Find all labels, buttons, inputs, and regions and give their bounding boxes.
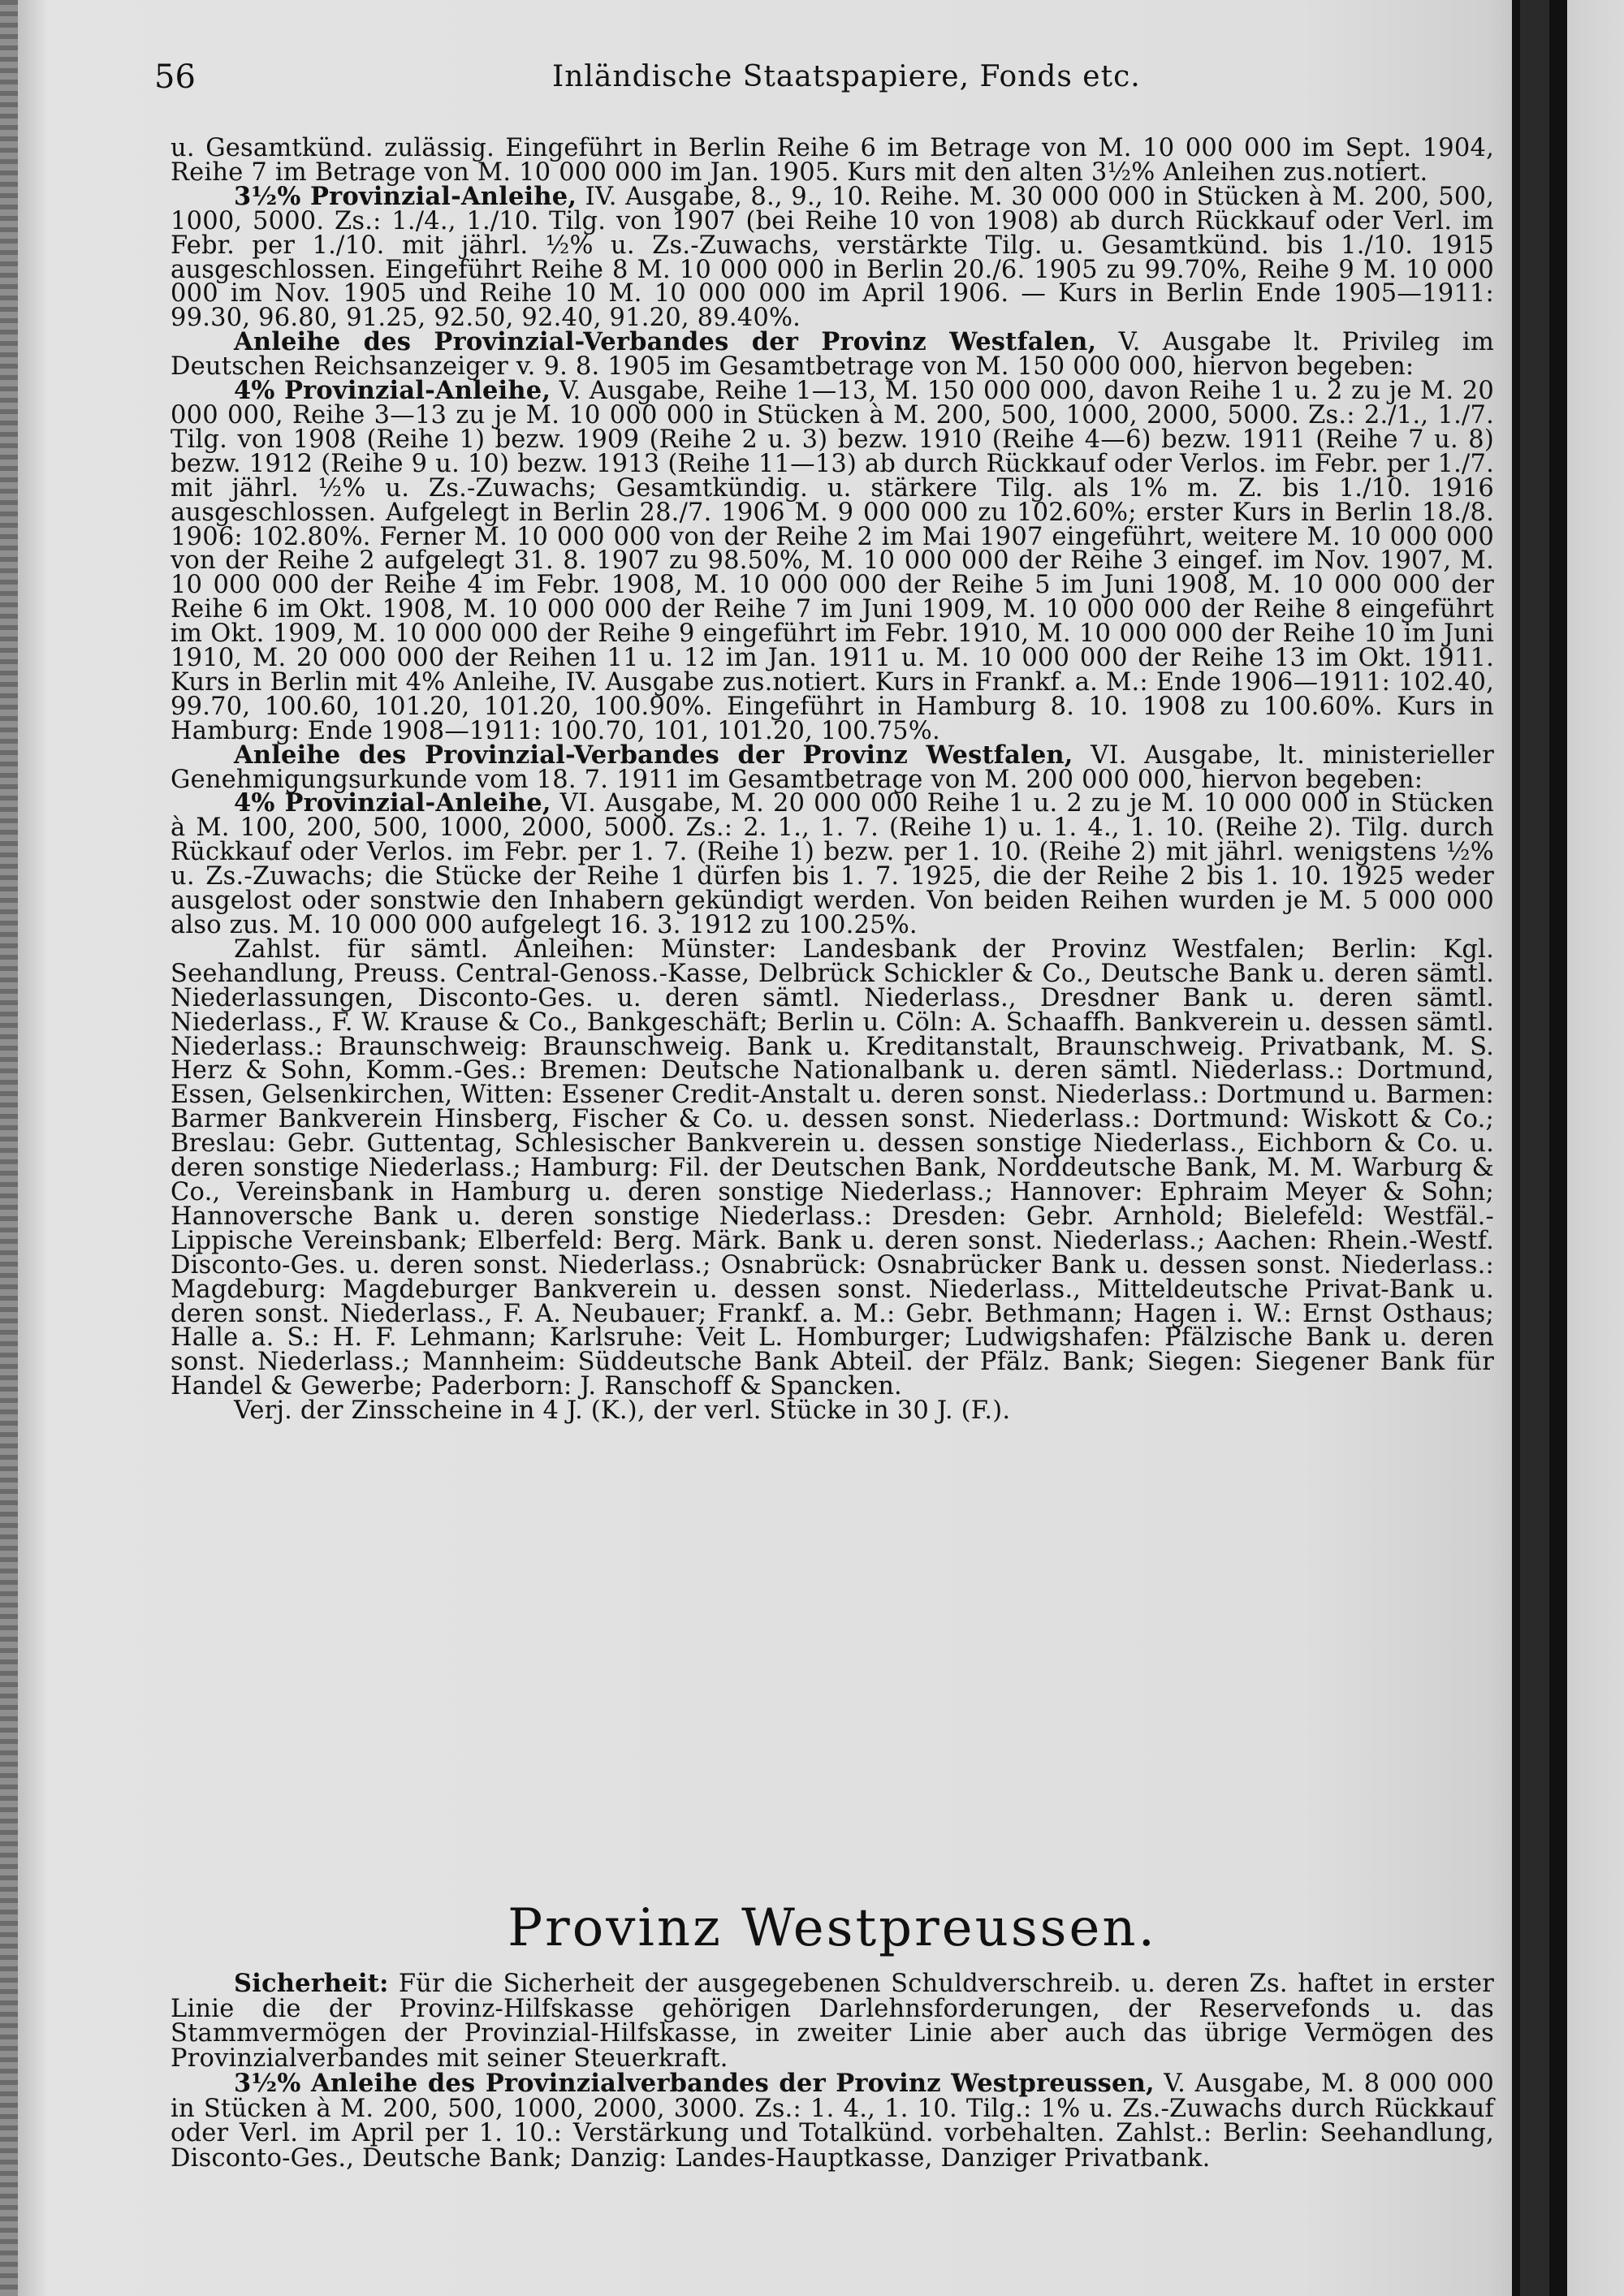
paragraph-text: Für die Sicherheit der ausgegebenen Schuldverschreib. u. deren Zs. haftet in erster Linie die der Provinz-Hilfskasse gehörigen Darlehnsforderungen, der Reservefonds u. das Stammvermögen der Provinzial-Hilfskasse, in zweiter Linie aber auch das übrige Vermögen des Provinzialverbandes mit seiner Steuerkraft. <box>171 1970 1494 2073</box>
paragraph-sicherheit <box>171 1971 1494 2071</box>
paragraph-text: V. Ausgabe, M. 8 000 000 in Stücken à M. 200, 500, 1000, 2000, 3000. Zs.: 1. 4., 1. 10. Tilg.: 1% u. Zs.-Zuwachs durch Rückkauf oder Verl. im April per 1. 10.: Verstärkung und Totalkünd. vorbehalten. Zahlst.: Berlin: Seehandlung, Disconto-Ges., Deutsche Bank; Danzig: Landes-Hauptkasse, Danziger Privatbank. <box>171 2069 1495 2173</box>
page-header <box>154 58 1478 107</box>
paragraph-heading: 3½% Anleihe des Provinzialverbandes der Provinz Westpreussen, <box>234 2069 1155 2098</box>
paragraph-heading: 3½% Provinzial-Anleihe, <box>234 181 577 211</box>
book-spine-edge <box>0 0 18 2296</box>
paragraph-heading: Anleihe des Provinzial-Verbandes der Provinz Westfalen, <box>234 740 1073 770</box>
paragraph-text: V. Ausgabe, Reihe 1—13, M. 150 000 000, davon Reihe 1 u. 2 zu je M. 20 000 000, Reihe 3—13 zu je M. 10 000 000 in Stücken à M. 200, 500, 1000, 2000, 5000. Zs.: 2./1., 1./7. Tilg. von 1908 (Reihe 1) bezw. 1909 (Reihe 2 u. 3) bezw. 1910 (Reihe 4—6) bezw. 1911 (Reihe 7 u. 8) bezw. 1912 (Reihe 9 u. 10) bezw. 1913 (Reihe 11—13) ab durch Rückkauf oder Verlos. im Febr. per 1./7. mit jährl. ½% u. Zs.-Zuwachs; Gesamtkündig. u. stärkere Tilg. als 1% m. Z. bis 1./10. 1916 ausgeschlossen. Aufgelegt in Berlin 28./7. 1906 M. 9 000 000 zu 102.60%; erster Kurs in Berlin 18./8. 1906: 102.80%. Ferner M. 10 000 000 von der Reihe 2 im Mai 1907 eingeführt, weitere M. 10 000 000 von der Reihe 2 aufgelegt 31. 8. 1907 zu 98.50%, M. 10 000 000 der Reihe 3 eingef. im Nov. 1907, M. 10 000 000 der Reihe 4 im Febr. 1908, M. 10 000 000 der Reihe 5 im Juni 1908, M. 10 000 000 der Reihe 6 im Okt. 1908, M. 10 000 000 der Reihe 7 im Juni 1909, M. 10 000 000 der Reihe 8 eingeführt im Okt. 1909, M. 10 000 000 der Reihe 9 eingeführt im Febr. 1910, M. 10 000 000 der Reihe 10 im Juni 1910, M. 20 000 000 der Reihen 11 u. 12 im Jan. 1911 u. M. 10 000 000 der Reihe 13 im Okt. 1911. Kurs in Berlin mit 4% Anleihe, IV. Ausgabe zus.notiert. Kurs in Frankf. a. M.: Ende 1906—1911: 102.40, 99.70, 100.60, 101.20, 101.20, 100.90%. Eingeführt in Hamburg 8. 10. 1908 zu 100.60%. Kurs in Hamburg: Ende 1908—1911: 100.70, 101, 101.20, 100.75%. <box>171 377 1494 745</box>
paragraph-iv-ausgabe <box>171 181 1495 333</box>
gutter-shadow-inner <box>1520 0 1549 2296</box>
paragraph-westpreussen-v <box>171 2071 1494 2171</box>
paragraph-text: IV. Ausgabe, 8., 9., 10. Reihe. M. 30 000 000 in Stücken à M. 200, 500, 1000, 5000. Zs.: 1./4., 1./10. Tilg. von 1907 (bei Reihe 10 von 1908) ab durch Rückkauf oder Verl. im Febr. per 1./10. mit jährl. ½% u. Zs.-Zuwachs, verstärkte Tilg. u. Gesamtkünd. bis 1./10. 1915 ausgeschlossen. Eingeführt Reihe 8 M. 10 000 000 in Berlin 20./6. 1905 zu 99.70%, Reihe 9 M. 10 000 000 im Nov. 1905 und Reihe 10 M. 10 000 000 im April 1906. — Kurs in Berlin Ende 1905—1911: 99.30, 96.80, 91.25, 92.50, 92.40, 91.20, 89.40%. <box>171 182 1495 333</box>
paragraph-4pct-vi-ausgabe <box>171 788 1494 939</box>
paragraph-westfalen-v <box>171 327 1494 382</box>
facing-page-edge <box>1567 0 1624 2296</box>
page-number: 56 <box>154 58 196 96</box>
paragraph-text: V. Ausgabe lt. Privileg im Deutschen Reichsanzeiger v. 9. 8. 1905 im Gesamtbetrage von M. 150 000 000, hiervon begeben: <box>171 328 1494 382</box>
paragraph-heading: Sicherheit: <box>234 1969 389 1998</box>
paragraph-4pct-v-ausgabe <box>171 376 1494 745</box>
paragraph-text: VI. Ausgabe, lt. ministerieller Genehmigungsurkunde vom 18. 7. 1911 im Gesamtbetrage von M. 200 000 000, hiervon begeben: <box>171 740 1494 794</box>
paragraph-text: Verj. der Zinsscheine in 4 J. (K.), der verl. Stücke in 30 J. (F.). <box>234 1396 1011 1426</box>
running-title: Inländische Staatspapiere, Fonds etc. <box>552 60 1141 93</box>
main-text <box>171 134 1495 1426</box>
paragraph-heading: 4% Provinzial-Anleihe, <box>234 376 551 406</box>
section-text <box>171 1971 1494 2171</box>
paragraph-verjaehrung <box>171 1396 1494 1426</box>
paragraph-text: VI. Ausgabe, M. 20 000 000 Reihe 1 u. 2 zu je M. 10 000 000 in Stücken à M. 100, 200, 500, 1000, 2000, 5000. Zs.: 2. 1., 1. 7. (Reihe 1) u. 1. 4., 1. 10. (Reihe 2). Tilg. durch Rückkauf oder Verlos. im Febr. per 1. 7. (Reihe 1) bezw. per 1. 10. (Reihe 2) mit jährl. wenigstens ½% u. Zs.-Zuwachs; die Stücke der Reihe 1 dürfen bis 1. 7. 1925, die der Reihe 2 bis 1. 10. 1925 weder ausgelost oder sonstwie den Inhabern gekündigt werden. Von beiden Reihen wurden je M. 5 000 000 also zus. M. 10 000 000 aufgelegt 16. 3. 1912 zu 100.25%. <box>171 789 1494 939</box>
paragraph-zahlstellen <box>171 934 1494 1401</box>
paragraph-text: u. Gesamtkünd. zulässig. Eingeführt in Berlin Reihe 6 im Betrage von M. 10 000 000 im Sept. 1904, Reihe 7 im Betrage von M. 10 000 000 im Jan. 1905. Kurs mit den alten 3½% Anleihen zus.notiert. <box>171 134 1494 187</box>
paragraph-continuation <box>171 136 1494 185</box>
section-title: Provinz Westpreussen. <box>508 1898 1157 1958</box>
paragraph-westfalen-vi <box>171 740 1494 794</box>
paragraph-heading: 4% Provinzial-Anleihe, <box>234 788 551 818</box>
paragraph-heading: Anleihe des Provinzial-Verbandes der Provinz Westfalen, <box>234 327 1097 357</box>
paragraph-text: Zahlst. für sämtl. Anleihen: Münster: Landesbank der Provinz Westfalen; Berlin: Kgl. Seehandlung, Preuss. Central-Genoss.-Kasse, Delbrück Schickler & Co., Deutsche Bank u. deren sämtl. Niederlassungen, Disconto-Ges. u. deren sämtl. Niederlass., Dresdner Bank u. deren sämtl. Niederlass., F. W. Krause & Co., Bankgeschäft; Berlin u. Cöln: A. Schaaffh. Bankverein u. dessen sämtl. Niederlass.: Braunschweig: Braunschweig. Bank u. Kreditanstalt, Braunschweig. Privatbank, M. S. Herz & Sohn, Komm.-Ges.: Bremen: Deutsche Nationalbank u. deren sämtl. Niederlass.: Dortmund, Essen, Gelsenkirchen, Witten: Essener Credit-Anstalt u. deren sonst. Niederlass.: Dortmund u. Barmen: Barmer Bankverein Hinsberg, Fischer & Co. u. dessen sonst. Niederlass.: Dortmund: Wiskott & Co.; Breslau: Gebr. Guttentag, Schlesischer Bankverein u. dessen sonstige Niederlass., Eichborn & Co. u. deren sonstige Niederlass.; Hamburg: Fil. der Deutschen Bank, Norddeutsche Bank, M. M. Warburg & Co., Vereinsbank in Hamburg u. deren sonstige Niederlass.; Hannover: Ephraim Meyer & Sohn; Hannoversche Bank u. deren sonstige Niederlass.: Dresden: Gebr. Arnhold; Bielefeld: Westfäl.-Lippische Vereinsbank; Elberfeld: Berg. Märk. Bank u. deren sonst. Niederlass.; Aachen: Rhein.-Westf. Disconto-Ges. u. deren sonst. Niederlass.; Osnabrück: Osnabrücker Bank u. dessen sonst. Niederlass.: Magdeburg: Magdeburger Bankverein u. dessen sonst. Niederlass., Mitteldeutsche Privat-Bank u. deren sonst. Niederlass., F. A. Neubauer; Frankf. a. M.: Gebr. Bethmann; Hagen i. W.: Ernst Osthaus; Halle a. S.: H. F. Lehmann; Karlsruhe: Veit L. Homburger; Ludwigshafen: Pfälzische Bank u. deren sonst. Niederlass.; Mannheim: Süddeutsche Bank Abteil. der Pfälz. Bank; Siegen: Siegener Bank für Handel & Gewerbe; Paderborn: J. Ranschoff & Spancken. <box>171 934 1494 1401</box>
